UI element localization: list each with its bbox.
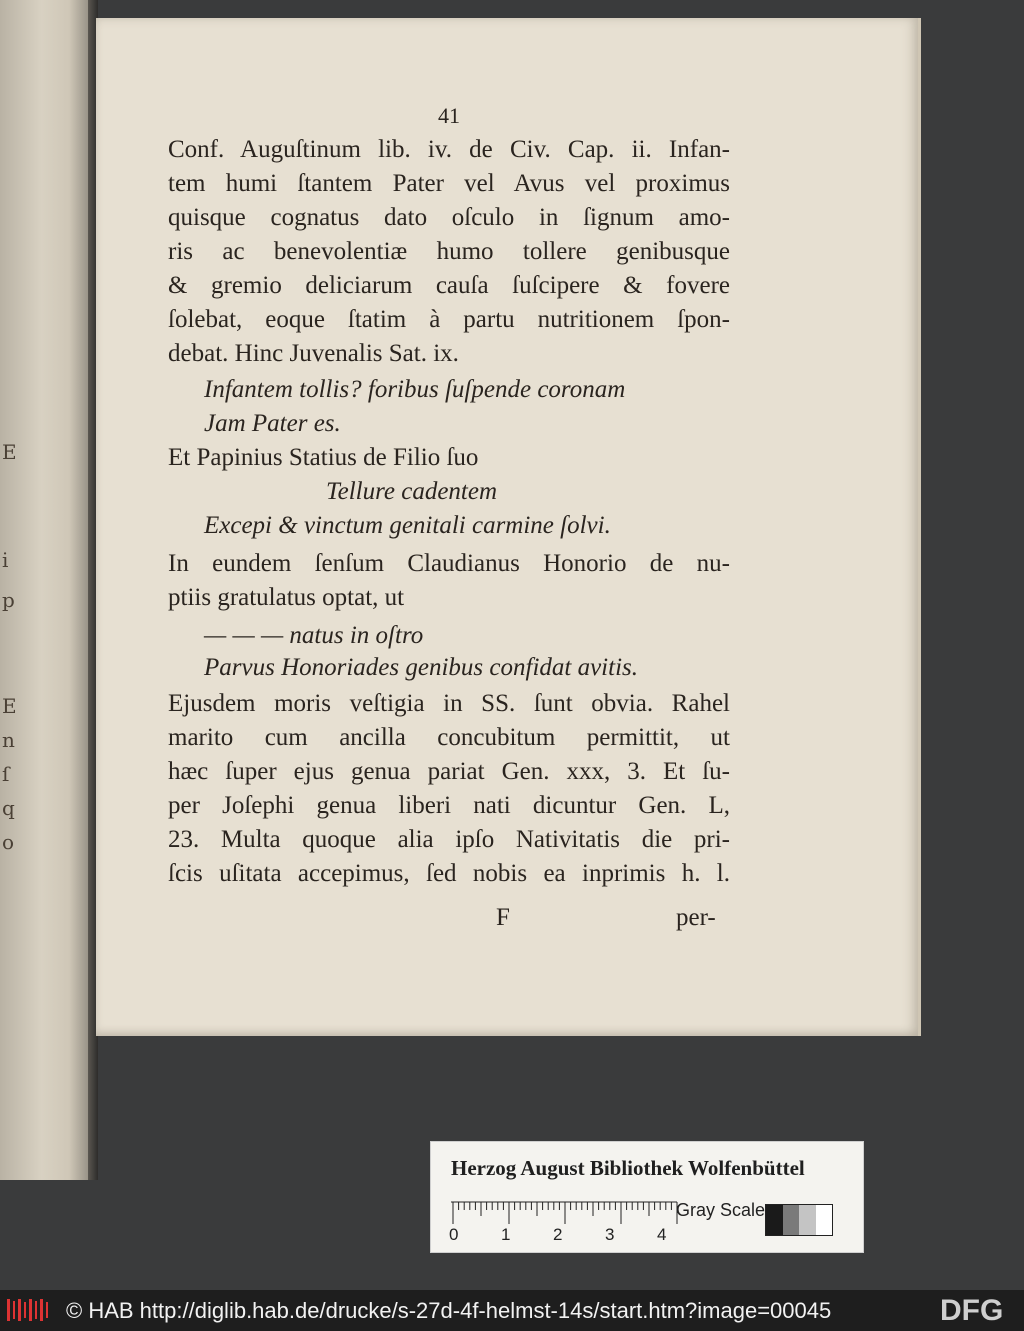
ruler-number: 1 bbox=[501, 1225, 511, 1244]
book-page bbox=[96, 18, 921, 1036]
facing-page-edge bbox=[0, 0, 92, 1180]
page-text bbox=[96, 18, 918, 1036]
barcode-icon bbox=[6, 1297, 50, 1323]
gray-swatch bbox=[783, 1205, 800, 1235]
gray-swatch bbox=[816, 1205, 833, 1235]
left-page-fragment: p bbox=[2, 588, 15, 612]
left-page-fragment: n bbox=[2, 728, 15, 752]
left-page-fragment: i bbox=[2, 548, 9, 572]
left-page-fragment: ſ bbox=[2, 762, 10, 786]
text-line: ſcis uſitata accepimus, ſed nobis ea inprimis h. l. bbox=[168, 860, 730, 887]
footer-bar bbox=[0, 1290, 1024, 1331]
color-calibration-label bbox=[430, 1141, 864, 1253]
left-page-fragment: q bbox=[2, 796, 15, 820]
text-line: per Joſephi genua liberi nati dicuntur Gen. L, bbox=[168, 792, 730, 819]
text-line: hæc ſuper ejus genua pariat Gen. xxx, 3. Et ſu- bbox=[168, 758, 730, 785]
text-line: ris ac benevolentiæ humo tollere genibusque bbox=[168, 238, 730, 265]
text-line: 23. Multa quoque alia ipſo Nativitatis die pri- bbox=[168, 826, 730, 853]
verse-line: Excepi & vinctum genitali carmine ſolvi. bbox=[204, 512, 611, 539]
text-line: ptiis gratulatus optat, ut bbox=[168, 584, 405, 611]
text-line: Conf. Auguſtinum lib. iv. de Civ. Cap. ii. Infan- bbox=[168, 136, 730, 163]
institution-name: Herzog August Bibliothek Wolfenbüttel bbox=[451, 1156, 805, 1180]
text-line: Ejusdem moris veſtigia in SS. ſunt obvia. Rahel bbox=[168, 690, 730, 717]
left-page-fragment: E bbox=[2, 440, 17, 464]
text-line: In eundem ſenſum Claudianus Honorio de nu- bbox=[168, 550, 730, 577]
verse-line: — — — natus in oſtro bbox=[204, 622, 424, 649]
text-line: & gremio deliciarum cauſa ſuſcipere & fovere bbox=[168, 272, 730, 299]
text-line: marito cum ancilla concubitum permittit, ut bbox=[168, 724, 730, 751]
text-line: ſolebat, eoque ſtatim à partu nutritionem ſpon- bbox=[168, 306, 730, 333]
verse-line: Parvus Honoriades genibus confidat avitis. bbox=[204, 654, 638, 681]
verse-line: Jam Pater es. bbox=[204, 410, 341, 437]
ruler-number: 2 bbox=[553, 1225, 563, 1244]
copyright-url[interactable]: © HAB http://diglib.hab.de/drucke/s-27d-4f-helmst-14s/start.htm?image=00045 bbox=[66, 1298, 832, 1323]
text-line: tem humi ſtantem Pater vel Avus vel proximus bbox=[168, 170, 730, 197]
gray-scale-label: Gray Scale bbox=[676, 1200, 766, 1220]
ruler-number: 0 bbox=[449, 1225, 459, 1244]
ruler-number: 3 bbox=[605, 1225, 615, 1244]
verse-line: Tellure cadentem bbox=[326, 478, 498, 505]
gray-scale-swatches bbox=[765, 1204, 833, 1236]
left-page-fragment: E bbox=[2, 694, 17, 718]
gray-swatch bbox=[766, 1205, 783, 1235]
page-number: 41 bbox=[438, 103, 460, 128]
gray-swatch bbox=[799, 1205, 816, 1235]
signature-mark: F bbox=[496, 904, 510, 931]
text-line: quisque cognatus dato oſculo in ſignum amo- bbox=[168, 204, 730, 231]
dfg-logo: DFG bbox=[940, 1294, 1004, 1327]
ruler-scale bbox=[449, 1200, 689, 1244]
ruler-number: 4 bbox=[657, 1225, 667, 1244]
verse-line: Infantem tollis? foribus ſuſpende coronam bbox=[204, 376, 626, 403]
catchword: per- bbox=[676, 904, 716, 931]
left-page-fragment: o bbox=[2, 830, 15, 854]
text-line: debat. Hinc Juvenalis Sat. ix. bbox=[168, 340, 459, 367]
text-line: Et Papinius Statius de Filio ſuo bbox=[168, 444, 479, 471]
